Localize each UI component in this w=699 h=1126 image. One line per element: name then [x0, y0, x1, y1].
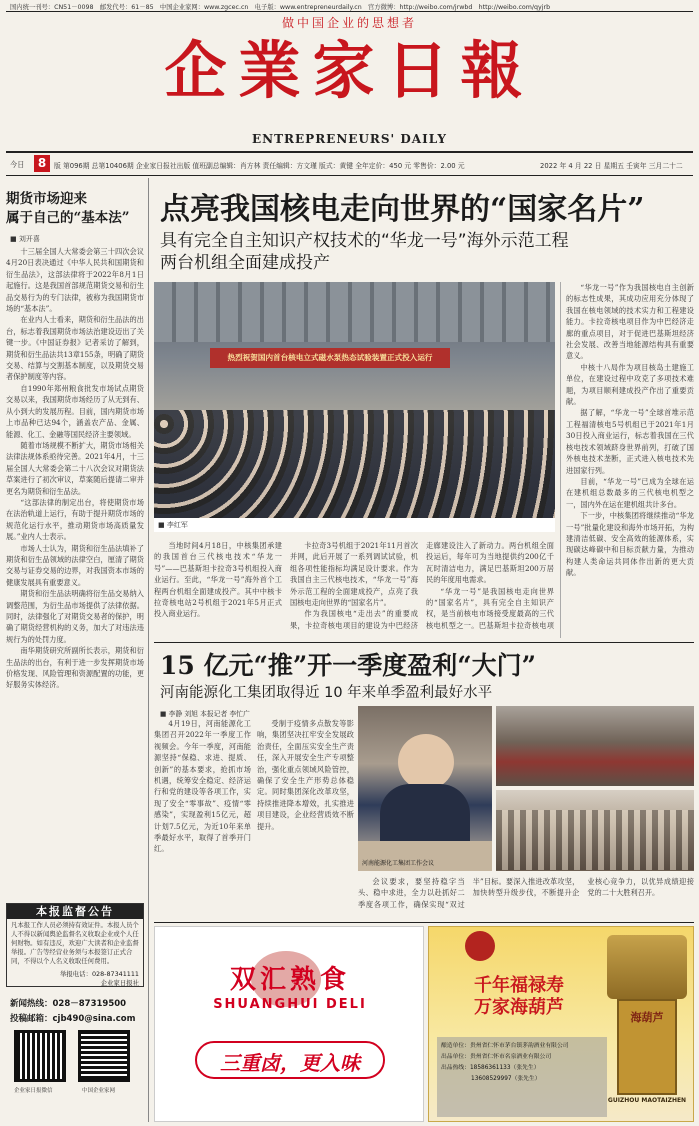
submission-email: 投稿邮箱：cjb490@sina.com	[10, 1014, 136, 1024]
haihulu-ad-banner-1: 千年福禄寿	[474, 975, 564, 996]
second-photo-hall	[496, 706, 694, 786]
haihulu-ad-line3: 出品热线：18586361133（张先生）	[441, 1065, 540, 1071]
masthead-english: ENTREPRENEURS' DAILY	[252, 132, 447, 146]
second-subhead: 河南能源化工集团取得近 10 年来单季盈利最好水平	[160, 685, 493, 701]
lead-headline: 点亮我国核电走向世界的“国家名片”	[160, 192, 645, 227]
supervision-notice	[6, 903, 144, 987]
left-headline: 期货市场迎来 属于自己的“基本法”	[6, 191, 130, 226]
second-headline: 15 亿元“推”开一季度盈利“大门”	[160, 651, 537, 680]
second-article-right: 会议要求，要坚持稳字当头、稳中求进，全力以赴抓好二季度各项工作，确保实现“双过半”目标。要深入推进改革攻坚，加快转型升级步伐，不断提升企业核心竞争力，以优异成绩迎接党的二十大胜利召开。	[358, 877, 694, 909]
haihulu-ad-line1: 酿造单位：贵州省仁怀市茅台镇茅韵酒业有限公司	[441, 1043, 569, 1049]
lead-article-right-column: “华龙一号”作为我国核电自主创新的标志性成果，其成功应用充分体现了我国在核电领域的技术实力和工程建设能力。卡拉奇核电项目作为中巴经济走廊的重点项目，对于促进巴基斯坦经济社会发展、改善当地能源结构具有重要意义。 中核十八局作为项目核岛土建施工单位，在建设过程中攻克了多项技术难题，为项目顺利建成投产作出了重要贡献。 据了解，“华龙一号”全球首堆示范工程福清核电5号机组已于2021年1月30日投入商业运行，标志着我国在三代核电技术领域跻身世界前列，打破了国外核电技术垄断，正式进入核电技术先进国家行列。 目前，“华龙一号”已成为全球在运在建机组总数最多的三代核电机型之一，国内外在运在建机组共计多台。 下一步，中核集团将继续推动“华龙一号”批量化建设和海外市场开拓，为构建清洁低碳、安全高效的能源体系，实现碳达峰碳中和目标贡献力量，为推动构建人类命运共同体作出新的更大贡献。	[566, 283, 694, 578]
qr1-caption: 企业家日报微信	[14, 1088, 53, 1094]
photo-credit: ■ 李红军	[158, 521, 188, 529]
today-label: 今日	[10, 160, 25, 169]
shuanghui-ad	[154, 926, 424, 1122]
second-byline: ■ 李静 刘旭 本报记者 李忙广	[160, 710, 250, 718]
shuanghui-ad-english: SHUANGHUI DELI	[213, 997, 367, 1012]
photo-banner: 热烈祝贺国内首台核电立式磁水泵热态试验装置正式投入运行	[210, 348, 450, 368]
wechat-qr-code	[14, 1030, 66, 1082]
left-article-body: 十三届全国人大常委会第三十四次会议4月20日表决通过《中华人民共和国期货和衍生品法》，这部法律将于2022年8月1日起施行。这是我国首部规范期货交易和衍生品交易行为的专门法律，被称为我国期货市场的“基本法”。 在业内人士看来，期货和衍生品法的出台，标志着我国期货市场法治建设迈出了关键一步。《中国证券报》记者采访了解到，期货和衍生品法共13章155条，明确了期货交易、结算与交割基本制度，以及期货交易者保护制度等内容。 自1990年郑州粮食批发市场试点期货交易以来，我国期货市场经历了从无到有、从小到大的发展历程。目前，国内期货市场上市品种已达94个，涵盖农产品、金属、能源、化工、金融等国民经济主要领域。 随着市场规模不断扩大，期货市场相关法律法规体系亟待完善。2021年4月，十三届全国人大常委会第二十八次会议对期货法草案进行了初次审议，草案随后提请二审并更名为期货和衍生品法。 “这部法律的制定出台，将使期货市场在法治轨道上运行，有助于提升期货市场的规范化运行水平，推动期货市场高质量发展。”业内人士表示。 市场人士认为，期货和衍生品法填补了期货和衍生品领域的法律空白，厘清了期货交易与证券交易的边界，对我国资本市场的健康发展具有重要意义。 期货和衍生品法明确将衍生品交易纳入调整范围，为衍生品市场提供了法律依据。同时，法律强化了对期货交易者的保护，明确了期货经营机构的义务，加大了对违法违规行为的处罚力度。 南华期货研究所副所长表示，期货和衍生品法的出台，有利于进一步发挥期货市场价格发现、风险管理和资源配置的功能，更好服务实体经济。	[6, 247, 144, 690]
notice-company: 企业家日报社	[100, 979, 139, 987]
shuanghui-ad-title: 双汇熟食	[229, 965, 350, 995]
lead-subhead-1: 具有完全自主知识产权技术的“华龙一号”海外示范工程	[160, 231, 569, 251]
lead-article-body: 当地时间4月18日，中核集团承建的我国首台三代核电技术“华龙一号”——巴基斯坦卡拉奇3号机组投入商业运行。至此，“华龙一号”海外首个工程两台机组全面建成投产。其中中核卡拉奇核电站2号机组于2021年5月正式投入商业运行。 卡拉奇3号机组于2021年11月首次并网，此后开展了一系列调试试验，机组各项性能指标均满足设计要求。作为我国自主三代核电技术，“华龙一号”海外示范工程的全面建成投产，点亮了我国核电走向世界的“国家名片”。 作为我国核电“走出去”的重要成果，卡拉奇核电项目的建设为中巴经济走廊建设注入了新动力。两台机组全面投运后，每年可为当地提供约200亿千瓦时清洁电力，满足巴基斯坦200万居民的年度用电需求。 “华龙一号”是我国核电走向世界的“国家名片”，具有完全自主知识产权，是当前核电市场接受度最高的三代核电机型之一。巴基斯坦卡拉奇核电项	[154, 541, 554, 630]
issue-date: 2022 年 4 月 22 日 星期五 壬寅年 三月二十二	[540, 162, 683, 170]
haihulu-ad-banner-2: 万家海葫芦	[474, 997, 564, 1018]
haihulu-ad-brand: 海葫芦	[630, 1011, 664, 1024]
masthead-slogan: 做中国企业的思想者	[281, 16, 417, 30]
haihulu-ad	[428, 926, 694, 1122]
second-photo-caption: 河南能源化工集团工作会议	[362, 860, 435, 867]
second-photo-main	[358, 706, 492, 871]
qr2-caption: 中国企业家网	[82, 1088, 116, 1094]
publication-info-bar: 国内统一刊号：CN51－0098 邮发代号：61－85 中国企业家网：www.zgcec.cn 电子版：www.entrepreneurdaily.cn 官方微博：http://weibo.com/jrwbd http://weibo.com/qyjrb	[10, 4, 551, 11]
masthead-title: 企業家日報	[164, 34, 535, 107]
edition-info: 版 第096期 总第10406期 企业家日报社出版 值班副总编辑：肖方林 责任编辑：方文瑾 版式：黄键 全年定价：450 元 零售价：2.00 元	[54, 162, 465, 170]
notice-text: 凡本报工作人员必须持有效证件。本报人员个人不得以新闻舆论监督名义收取企业或个人任何财物。如有违反，欢迎广大读者和企业监督举报。广告等经营业务须与本报签订正式合同，不得以个人名义收取任何费用。	[11, 921, 139, 965]
shuanghui-ad-slogan: 三重卤，更入味	[220, 1051, 360, 1075]
haihulu-ad-brand-en: GUIZHOU MAOTAIZHEN	[607, 1097, 687, 1104]
haihulu-ad-line2: 出品单位：贵州省仁怀市名泉酒业有限公司	[441, 1054, 552, 1060]
notice-title: 本报监督公告	[7, 904, 143, 919]
news-hotline: 新闻热线：028－87319500	[10, 999, 127, 1009]
notice-tel: 举报电话：028-87341111	[60, 970, 139, 978]
page-count-badge: 8	[34, 155, 50, 172]
haihulu-ad-line4: 13608529997（张先生）	[471, 1076, 541, 1082]
website-qr-code	[78, 1030, 130, 1082]
second-photo-meeting	[496, 790, 694, 871]
left-byline: ■ 刘开喜	[10, 235, 40, 243]
lead-photo	[154, 282, 555, 532]
second-article-body: 4月19日，河南能源化工集团召开2022年一季度工作视频会。今年一季度，河南能源坚持“保稳、求进、提质、创新”的基本要求，抢抓市场机遇，统筹安全稳定、经济运行和党的建设等各项工作，实现了安全“零事故”、疫情“零感染”，实现盈利15亿元，超计划7.5亿元，为近10年来单季最好水平，取得了首季开门红。 受制于疫情多点散发等影响，集团坚决扛牢安全发展政治责任，全面压实安全生产责任，深入开展安全生产专项整治，强化重点领域风险管控，确保了安全生产形势总体稳定。同时集团深化改革攻坚，持续推进降本增效，扎实推进项目建设，企业经营质效不断提升。	[154, 719, 354, 854]
lead-subhead-2: 两台机组全面建成投产	[160, 253, 330, 273]
